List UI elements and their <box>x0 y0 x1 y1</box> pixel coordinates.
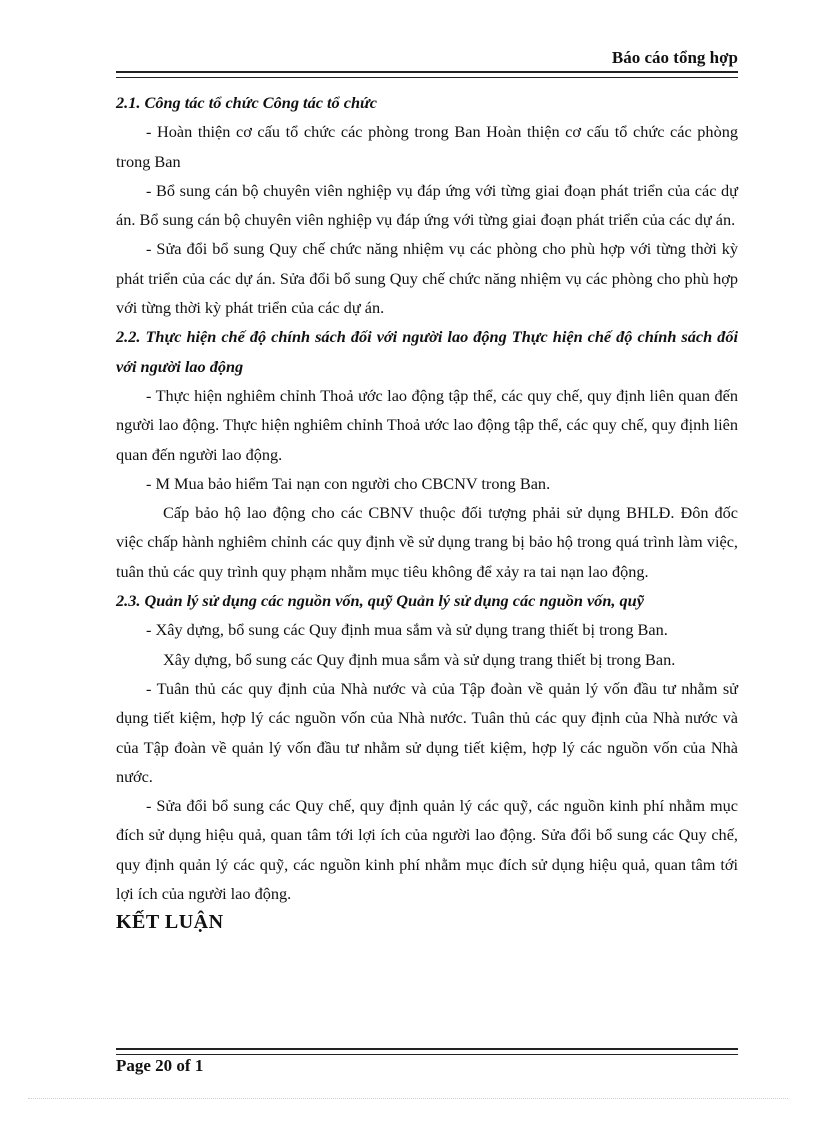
paragraph: - Xây dựng, bổ sung các Quy định mua sắm và sử dụng trang thiết bị trong Ban. <box>146 620 668 640</box>
paragraph: - Tuân thủ các quy định của Nhà nước và của Tập đoàn về quản lý vốn đầu tư nhằm sử dụng tiết kiệm, hợp lý các nguồn vốn của Nhà nước. Tuân thủ các quy định của Nhà nước và của Tập đoàn về quản lý vốn đầu tư nhằm sử dụng tiết kiệm, hợp lý các nguồn vốn của Nhà nước. <box>116 678 738 786</box>
document-body <box>116 88 738 938</box>
paragraph: Xây dựng, bổ sung các Quy định mua sắm và sử dụng trang thiết bị trong Ban. <box>163 649 676 669</box>
paragraph: - M Mua bảo hiểm Tai nạn con người cho CBCNV trong Ban. <box>146 473 551 493</box>
header-rule <box>116 71 738 78</box>
paragraph: - Bổ sung cán bộ chuyên viên nghiệp vụ đáp ứng với từng giai đoạn phát triển của các dự án. Bổ sung cán bộ chuyên viên nghiệp vụ đáp ứng với từng giai đoạn phát triển của các dự án. <box>116 180 738 230</box>
section-heading-2-2: 2.2. Thực hiện chế độ chính sách đối với người lao động Thực hiện chế độ chính sách đối với người lao động <box>116 327 738 376</box>
section-heading-2-1: 2.1. Công tác tổ chức Công tác tổ chức <box>116 93 378 112</box>
section-heading-2-3: 2.3. Quản lý sử dụng các nguồn vốn, quỹ Quản lý sử dụng các nguồn vốn, quỹ <box>116 591 644 611</box>
header-title: Báo cáo tổng hợp <box>611 48 738 67</box>
paragraph: - Sửa đổi bổ sung Quy chế chức năng nhiệm vụ các phòng cho phù hợp với từng thời kỳ phát triển của các dự án. Sửa đổi bổ sung Quy chế chức năng nhiệm vụ các phòng cho phù hợp với từng thời kỳ phát triển của các dự án. <box>116 239 738 318</box>
paragraph: - Hoàn thiện cơ cấu tổ chức các phòng trong Ban Hoàn thiện cơ cấu tổ chức các phòng trong Ban <box>116 122 738 171</box>
paragraph: - Sửa đổi bổ sung các Quy chế, quy định quản lý các quỹ, các nguồn kinh phí nhằm mục đích sử dụng hiệu quả, quan tâm tới lợi ích của người lao động. Sửa đổi bổ sung các Quy chế, quy định quản lý các quỹ, các nguồn kinh phí nhằm mục đích sử dụng hiệu quả, quan tâm tới lợi ích của người lao động. <box>116 796 738 904</box>
page-number: Page 20 of 1 <box>116 1056 204 1075</box>
paragraph: - Thực hiện nghiêm chỉnh Thoả ước lao động tập thể, các quy chế, quy định liên quan đến người lao động. Thực hiện nghiêm chỉnh Thoả ước lao động tập thể, các quy chế, quy định liên quan đến người lao động. <box>116 385 738 464</box>
conclusion-heading: KẾT LUẬN <box>116 911 224 934</box>
footer-rule <box>116 1048 738 1055</box>
paragraph: Cấp bảo hộ lao động cho các CBNV thuộc đối tượng phải sử dụng BHLĐ. Đôn đốc việc chấp hành nghiêm chỉnh các quy định về sử dụng trang bị bảo hộ trong quá trình làm việc, tuân thủ các quy trình quy phạm nhằm mục tiêu không để xảy ra tai nạn lao động. <box>116 503 738 581</box>
page-bottom-divider <box>28 1098 788 1099</box>
